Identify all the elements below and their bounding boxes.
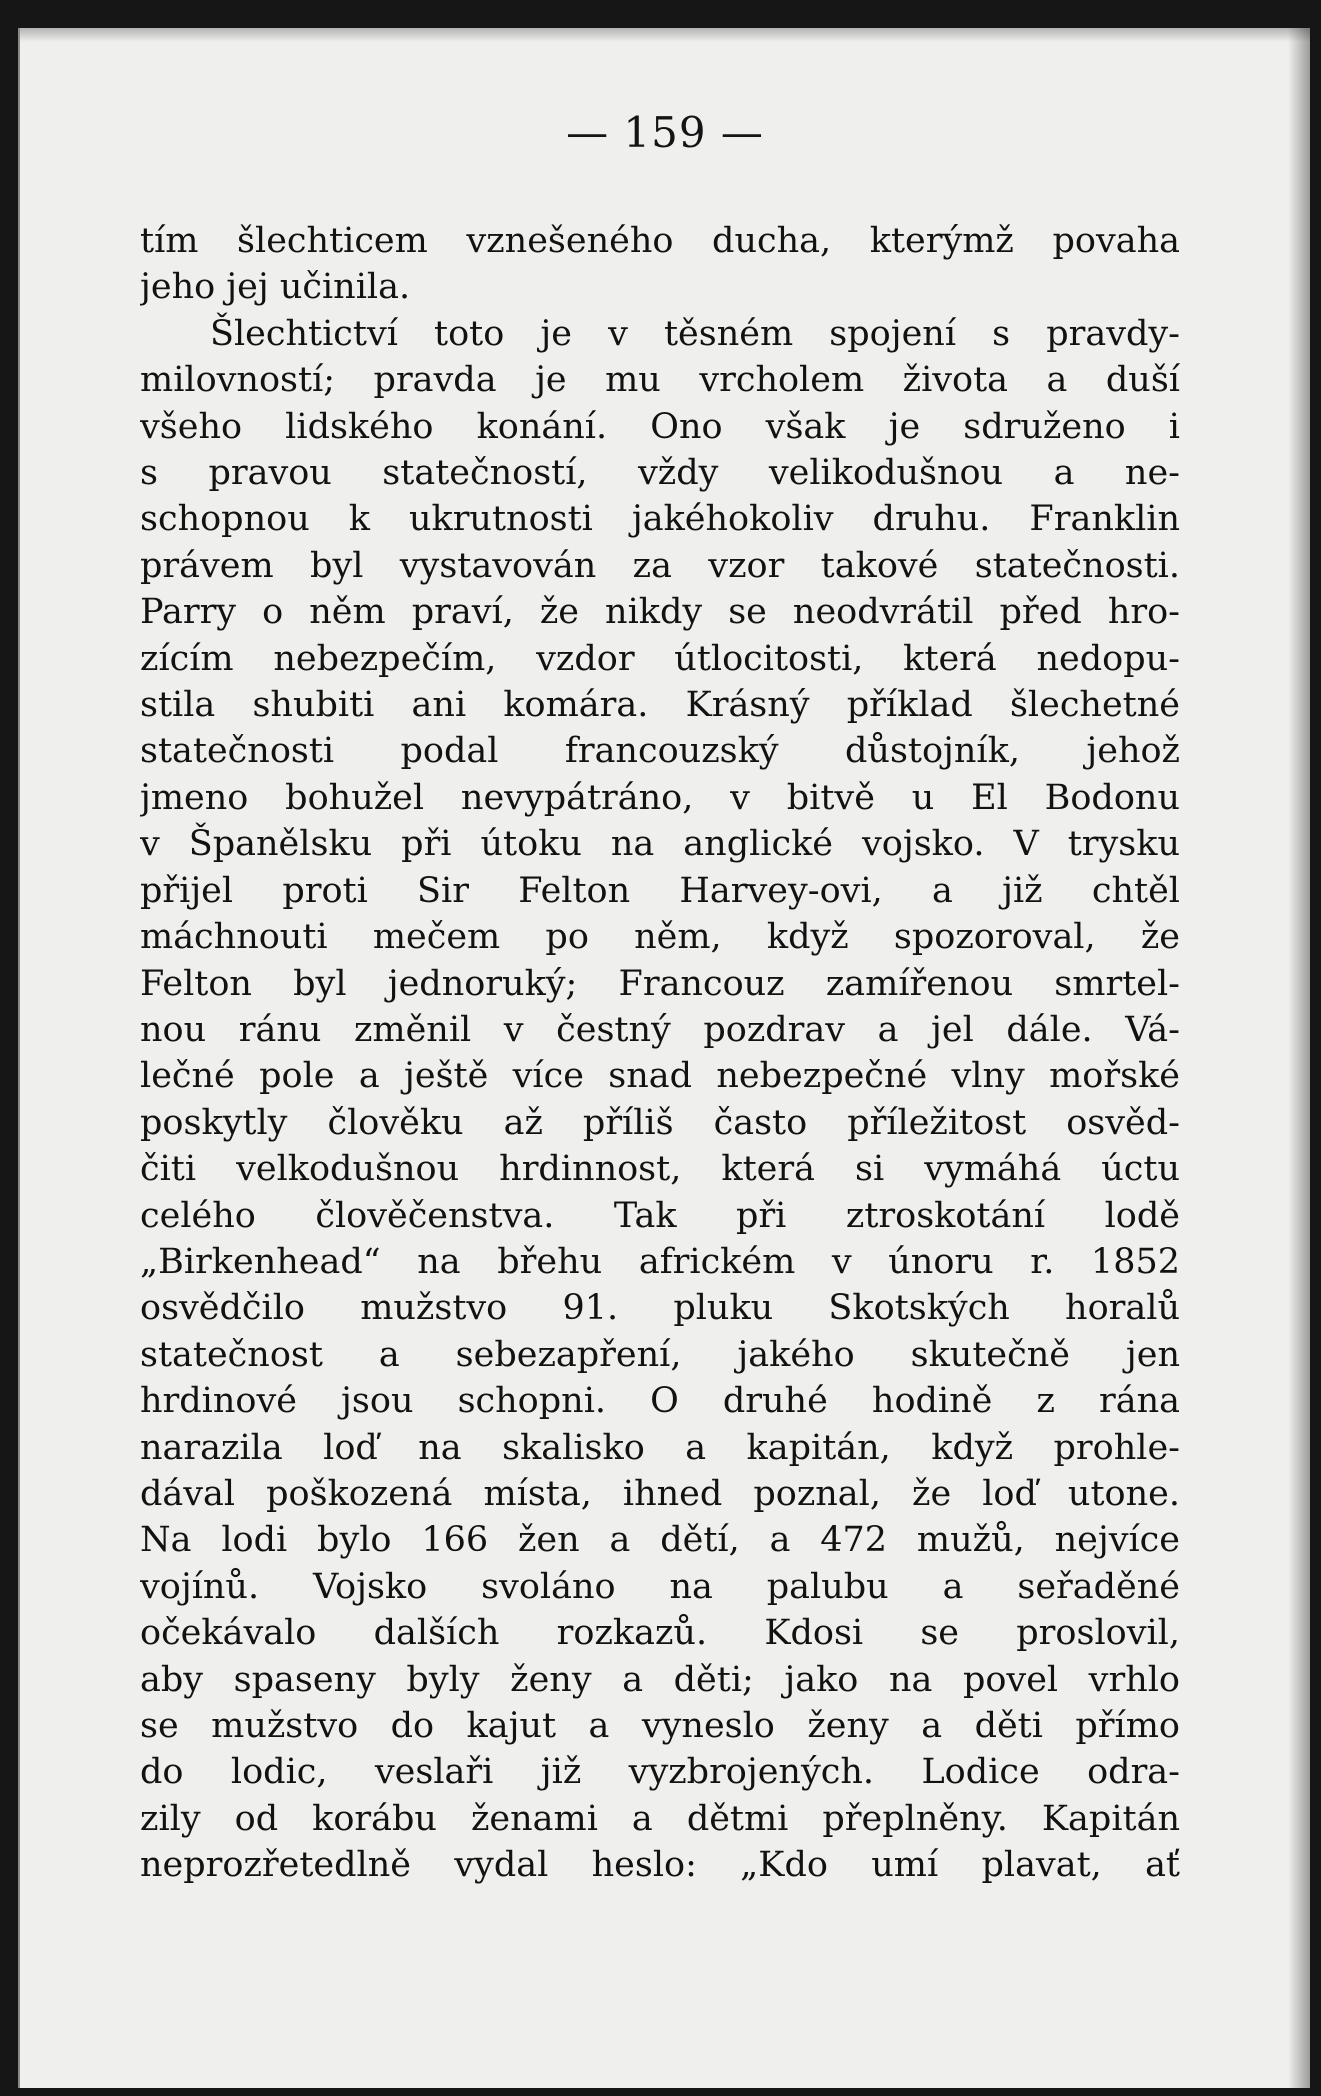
page-binding-shadow <box>1288 28 1310 2088</box>
text-line: zícím nebezpečím, vzdor útlocitosti, která nedopu- <box>140 638 1180 679</box>
text-line: celého člověčenstva. Tak při ztroskotání lodě <box>140 1195 1180 1236</box>
text-line: se mužstvo do kajut a vyneslo ženy a děti přímo <box>140 1706 1180 1746</box>
text-line: zily od korábu ženami a dětmi přeplněny. Kapitán <box>140 1798 1180 1839</box>
text-line: stila shubiti ani komára. Krásný příklad šlechetné <box>140 685 1180 726</box>
text-line: očekávalo dalších rozkazů. Kdosi se proslovil, <box>140 1613 1180 1654</box>
body-text <box>140 218 1180 1889</box>
page-number: — 159 — <box>566 108 764 157</box>
text-line: přijel proti Sir Felton Harvey-ovi, a již chtěl <box>140 870 1180 911</box>
text-line: do lodic, veslaři již vyzbrojených. Lodice odra- <box>140 1752 1180 1793</box>
text-line: statečnost a sebezapření, jakého skutečně jen <box>140 1334 1180 1375</box>
text-line: hrdinové jsou schopni. O druhé hodině z rána <box>140 1381 1180 1422</box>
text-line: máchnouti mečem po něm, když spozoroval, že <box>140 917 1180 958</box>
text-line: neprozřetedlně vydal heslo: „Kdo umí plavat, ať <box>140 1845 1180 1886</box>
text-line: v Španělsku při útoku na anglické vojsko. V trysku <box>140 824 1180 865</box>
text-line: Parry o něm praví, že nikdy se neodvrátil před hro- <box>140 592 1180 633</box>
text-line: vojínů. Vojsko svoláno na palubu a seřaděné <box>140 1566 1180 1607</box>
text-line: tím šlechticem vznešeného ducha, kterýmž povaha <box>140 221 1180 261</box>
text-line: narazila loď na skalisko a kapitán, když prohle- <box>140 1427 1180 1468</box>
text-line: osvědčilo mužstvo 91. pluku Skotských horalů <box>140 1288 1180 1329</box>
text-line: s pravou statečností, vždy velikodušnou a ne- <box>140 453 1180 494</box>
text-line: čiti velkodušnou hrdinnost, která si vymáhá úctu <box>140 1149 1180 1190</box>
text-line: milovností; pravda je mu vrcholem života a duší <box>140 360 1180 401</box>
text-line: všeho lidského konání. Ono však je sdruženo i <box>140 406 1180 447</box>
book-page <box>18 28 1310 2088</box>
text-line: Na lodi bylo 166 žen a dětí, a 472 mužů, nejvíce <box>140 1520 1180 1561</box>
text-line: nou ránu změnil v čestný pozdrav a jel dále. Vá- <box>140 1009 1180 1050</box>
text-line: dával poškozená místa, ihned poznal, že loď utone. <box>140 1473 1180 1514</box>
text-line: jeho jej učinila. <box>140 267 411 308</box>
text-line: Felton byl jednoruký; Francouz zamířenou smrtel- <box>140 963 1180 1004</box>
text-line: schopnou k ukrutnosti jakéhokoliv druhu. Franklin <box>140 499 1180 540</box>
text-line: aby spaseny byly ženy a děti; jako na povel vrhlo <box>140 1659 1180 1700</box>
text-line: „Birkenhead“ na břehu africkém v únoru r. 1852 <box>140 1241 1180 1282</box>
text-line: Šlechtictví toto je v těsném spojení s pravdy- <box>210 313 1180 354</box>
text-line: jmeno bohužel nevypátráno, v bitvě u El Bodonu <box>140 777 1180 818</box>
text-line: právem byl vystavován za vzor takové statečnosti. <box>140 545 1180 586</box>
text-line: lečné pole a ještě více snad nebezpečné vlny mořské <box>140 1056 1180 1097</box>
page-top-shadow <box>20 28 1310 42</box>
text-line: statečnosti podal francouzský důstojník, jehož <box>140 731 1180 772</box>
text-line: poskytly člověku až příliš často příležitost osvěd- <box>140 1102 1180 1143</box>
